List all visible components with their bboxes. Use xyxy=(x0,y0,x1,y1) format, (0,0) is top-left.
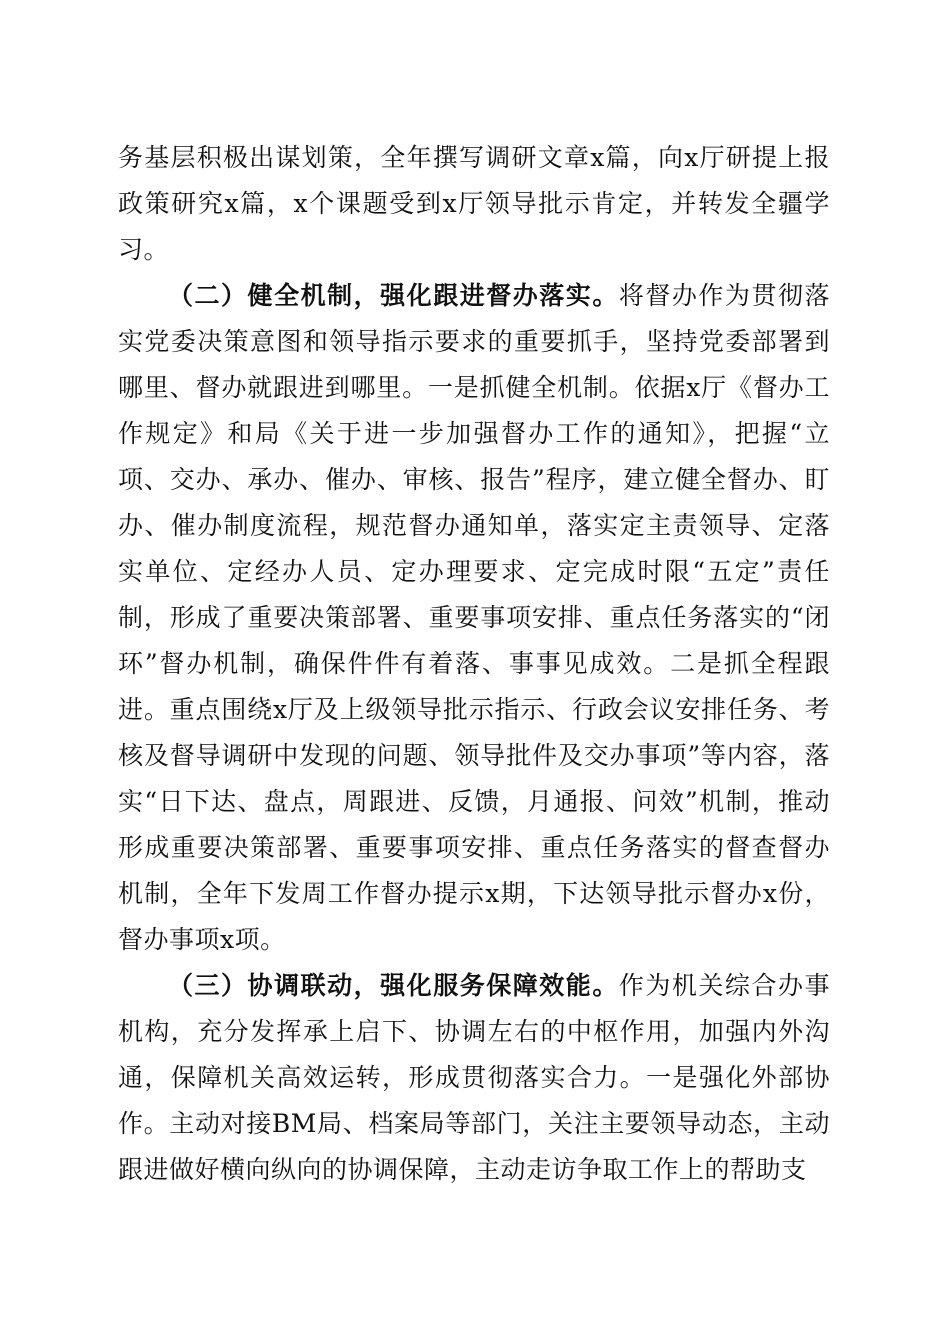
section-heading: （二）健全机制，强化跟进督办落实。 xyxy=(168,281,619,310)
paragraph-section-3 xyxy=(118,963,830,1193)
document-body xyxy=(118,135,830,1193)
paragraph-body: 将督办作为贯彻落实党委决策意图和领导指示要求的重要抓手，坚持党委部署到哪里、督办就跟进到哪里。一是抓健全机制。依据x厅《督办工作规定》和局《关于进一步加强督办工作的通知》，把握“立项、交办、承办、催办、审核、报告”程序，建立健全督办、盯办、催办制度流程，规范督办通知单，落实定主责领导、定落实单位、定经办人员、定办理要求、定完成时限“五定”责任制，形成了重要决策部署、重要事项安排、重点任务落实的“闭环”督办机制，确保件件有着落、事事见成效。二是抓全程跟进。重点围绕x厅及上级领导批示指示、行政会议安排任务、考核及督导调研中发现的问题、领导批件及交办事项”等内容，落实“日下达、盘点，周跟进、反馈，月通报、问效”机制，推动形成重要决策部署、重要事项安排、重点任务落实的督查督办机制，全年下发周工作督办提示x期，下达领导批示督办x份，督办事项x项。 xyxy=(118,281,830,954)
paragraph-body: 务基层积极出谋划策，全年撰写调研文章x篇，向x厅研提上报政策研究x篇，x个课题受到x厅领导批示肯定，并转发全疆学习。 xyxy=(118,143,830,264)
paragraph-continuation xyxy=(118,135,830,273)
paragraph-section-2 xyxy=(118,273,830,963)
section-heading: （三）协调联动，强化服务保障效能。 xyxy=(168,971,619,1000)
paragraph-body: 作为机关综合办事机构，充分发挥承上启下、协调左右的中枢作用，加强内外沟通，保障机关高效运转，形成贯彻落实合力。一是强化外部协作。主动对接BM局、档案局等部门，关注主要领导动态，主动跟进做好横向纵向的协调保障，主动走访争取工作上的帮助支 xyxy=(118,971,830,1184)
